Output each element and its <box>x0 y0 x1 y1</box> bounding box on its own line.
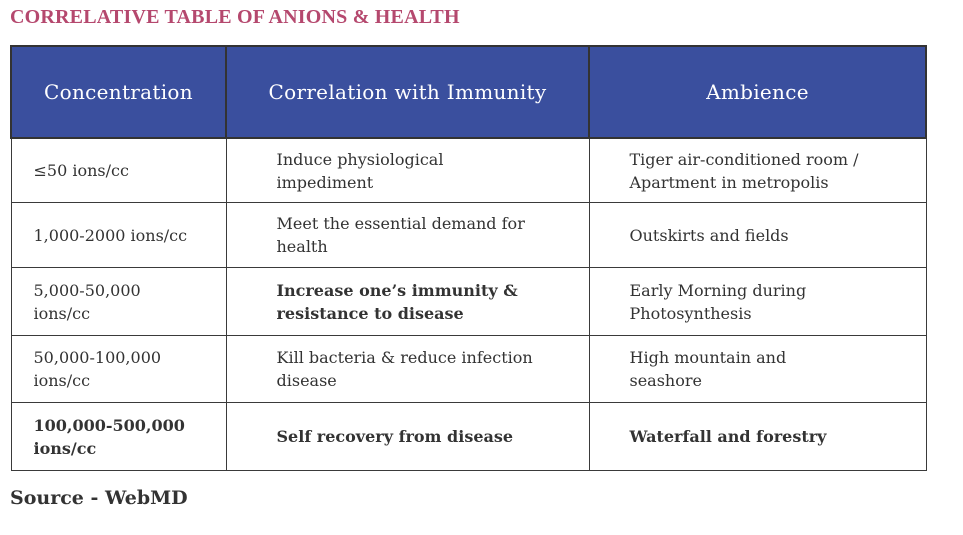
table-row <box>11 403 926 471</box>
cell-line: Induce physiological <box>276 149 444 169</box>
header-concentration: Concentration <box>11 46 226 138</box>
ambience-cell <box>589 336 926 403</box>
ambience-cell <box>589 403 926 471</box>
cell-line: 100,000-500,000 <box>33 415 185 435</box>
page-title: CORRELATIVE TABLE OF ANIONS & HEALTH <box>10 6 460 28</box>
correlation-cell <box>226 268 589 336</box>
table-row <box>11 203 926 268</box>
table-header-row <box>11 46 926 138</box>
cell-line: seashore <box>629 371 702 390</box>
cell-line: ions/cc <box>33 371 91 390</box>
cell-line: Early Morning during <box>629 280 807 300</box>
cell-line: Apartment in metropolis <box>629 172 829 192</box>
cell-line: ions/cc <box>33 438 97 458</box>
ambience-cell <box>589 268 926 336</box>
cell-line: Increase one’s immunity & <box>276 280 518 300</box>
cell-line: disease <box>276 371 337 390</box>
cell-line: ions/cc <box>33 303 91 323</box>
ambience-cell <box>589 138 926 203</box>
anions-health-table <box>10 45 927 471</box>
cell-line: Meet the essential demand for <box>276 214 525 233</box>
cell-line: Waterfall and forestry <box>629 427 827 446</box>
correlation-cell <box>226 138 589 203</box>
concentration-cell <box>11 403 226 471</box>
cell-line: Kill bacteria & reduce infection <box>276 348 533 367</box>
cell-line: impediment <box>276 172 374 192</box>
cell-line: 50,000-100,000 <box>33 348 162 367</box>
correlation-cell <box>226 403 589 471</box>
correlation-cell <box>226 336 589 403</box>
table-row <box>11 336 926 403</box>
table-row <box>11 138 926 203</box>
header-correlation: Correlation with Immunity <box>226 46 589 138</box>
cell-line: 5,000-50,000 <box>33 280 141 300</box>
concentration-cell <box>11 203 226 268</box>
cell-line: health <box>276 237 328 256</box>
cell-line: Photosynthesis <box>629 303 752 323</box>
ambience-cell <box>589 203 926 268</box>
cell-line: High mountain and <box>629 348 787 367</box>
concentration-cell <box>11 138 226 203</box>
table-row <box>11 268 926 336</box>
correlation-cell <box>226 203 589 268</box>
concentration-cell <box>11 336 226 403</box>
cell-line: resistance to disease <box>276 303 464 323</box>
cell-line: 1,000-2000 ions/cc <box>33 225 188 245</box>
cell-line: ≤50 ions/cc <box>33 161 129 180</box>
source-credit: Source - WebMD <box>10 487 188 509</box>
header-ambience: Ambience <box>589 46 926 138</box>
cell-line: Self recovery from disease <box>276 427 514 446</box>
cell-line: Outskirts and fields <box>629 225 789 245</box>
cell-line: Tiger air-conditioned room / <box>629 149 859 169</box>
concentration-cell <box>11 268 226 336</box>
